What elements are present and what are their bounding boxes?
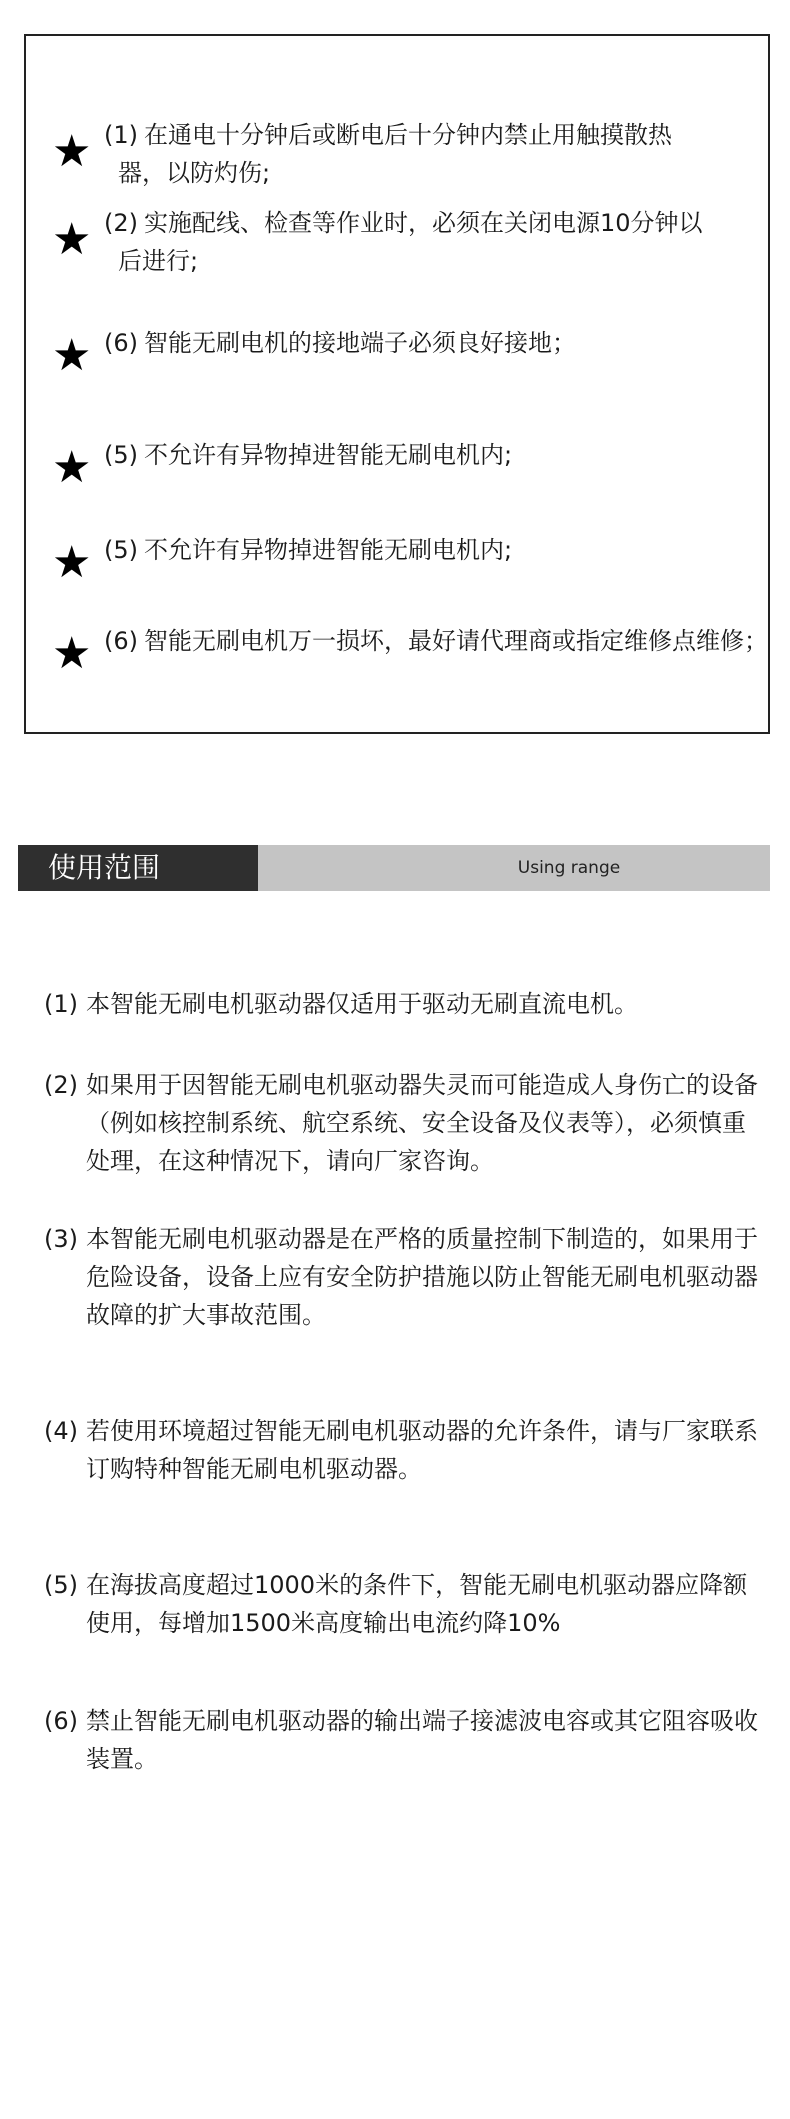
warning-text-line: 后进行; <box>118 247 199 275</box>
star-icon: ★ <box>52 214 92 265</box>
section-title: 使用范围 <box>18 845 258 891</box>
usage-number: (1) <box>44 990 78 1018</box>
warning-number: (6) <box>104 627 138 655</box>
warning-text-line: 器，以防灼伤; <box>118 159 271 187</box>
warning-text-line: 不允许有异物掉进智能无刷电机内; <box>144 441 513 469</box>
warning-text-line: 智能无刷电机的接地端子必须良好接地； <box>144 329 576 357</box>
section-subtitle: Using range <box>258 845 770 891</box>
usage-number: (6) <box>44 1707 78 1735</box>
star-icon: ★ <box>52 126 92 177</box>
warning-number: (5) <box>104 441 138 469</box>
warning-number: (5) <box>104 536 138 564</box>
usage-number: (3) <box>44 1225 78 1253</box>
usage-text: 若使用环境超过智能无刷电机驱动器的允许条件，请与厂家联系订购特种智能无刷电机驱动器。 <box>86 1417 758 1483</box>
star-icon: ★ <box>52 330 92 381</box>
usage-text: 在海拔高度超过1000米的条件下，智能无刷电机驱动器应降额使用，每增加1500米高度输出电流约降10% <box>86 1571 748 1637</box>
warning-text-line: 在通电十分钟后或断电后十分钟内禁止用触摸散热 <box>144 121 672 149</box>
warning-text-line: 智能无刷电机万一损坏，最好请代理商或指定维修点维修； <box>144 627 768 655</box>
usage-text: 如果用于因智能无刷电机驱动器失灵而可能造成人身伤亡的设备（例如核控制系统、航空系统、安全设备及仪表等），必须慎重处理，在这种情况下，请向厂家咨询。 <box>86 1071 758 1175</box>
usage-number: (4) <box>44 1417 78 1445</box>
warning-text-line: 不允许有异物掉进智能无刷电机内; <box>144 536 513 564</box>
warning-number: (6) <box>104 329 138 357</box>
warning-number: (1) <box>104 121 138 149</box>
star-icon: ★ <box>52 442 92 493</box>
warning-box <box>24 34 770 734</box>
usage-text: 禁止智能无刷电机驱动器的输出端子接滤波电容或其它阻容吸收装置。 <box>86 1707 758 1773</box>
section-header <box>18 845 770 891</box>
usage-text: 本智能无刷电机驱动器是在严格的质量控制下制造的，如果用于危险设备，设备上应有安全防护措施以防止智能无刷电机驱动器故障的扩大事故范围。 <box>86 1225 758 1329</box>
star-icon: ★ <box>52 537 92 588</box>
usage-number: (2) <box>44 1071 78 1099</box>
usage-text: 本智能无刷电机驱动器仅适用于驱动无刷直流电机。 <box>86 990 638 1018</box>
star-icon: ★ <box>52 628 92 679</box>
usage-number: (5) <box>44 1571 78 1599</box>
warning-number: (2) <box>104 209 138 237</box>
warning-text-line: 实施配线、检查等作业时，必须在关闭电源10分钟以 <box>144 209 703 237</box>
